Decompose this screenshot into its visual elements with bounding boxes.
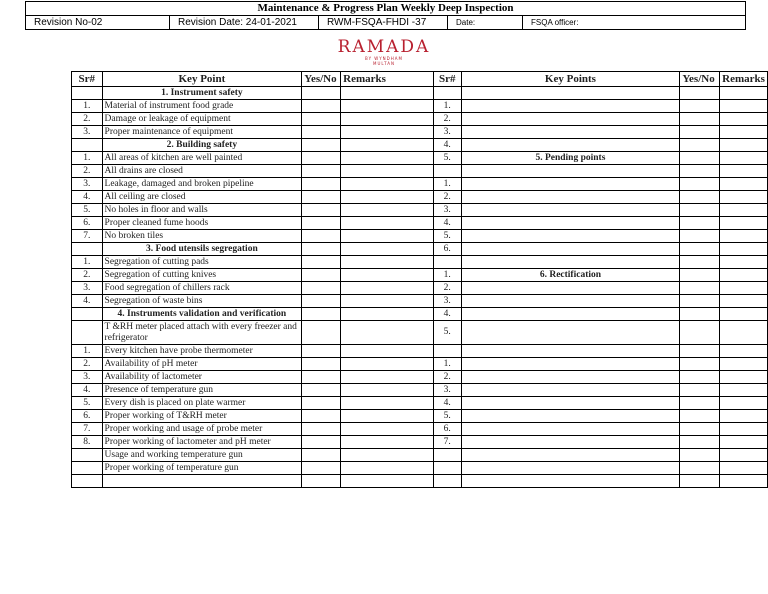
row-sr-left: 3.: [72, 178, 103, 191]
remarks-cell-right[interactable]: [720, 113, 768, 126]
table-row: [72, 462, 768, 475]
yes-no-cell-left[interactable]: [302, 423, 341, 436]
row-sr-right: 3.: [433, 126, 461, 139]
key-point-text: [461, 126, 680, 139]
table-row: [72, 269, 768, 282]
yes-no-cell-right[interactable]: [680, 178, 720, 191]
row-sr-right: [433, 475, 461, 488]
yes-no-cell-left[interactable]: [302, 397, 341, 410]
key-point-text: Segregation of waste bins: [102, 295, 302, 308]
remarks-cell-left[interactable]: [341, 449, 434, 462]
key-point-text: Segregation of cutting pads: [102, 256, 302, 269]
document-header: [25, 1, 746, 30]
row-sr-right: 7.: [433, 436, 461, 449]
row-sr-right: 4.: [433, 397, 461, 410]
key-point-text: Proper working of T&RH meter: [102, 410, 302, 423]
row-sr-right: 2.: [433, 113, 461, 126]
yes-no-cell-left[interactable]: [302, 358, 341, 371]
row-sr-left: [72, 308, 103, 321]
key-point-text: Availability of pH meter: [102, 358, 302, 371]
key-point-text: [102, 475, 302, 488]
key-point-text: [461, 243, 680, 256]
remarks-cell-right[interactable]: [720, 152, 768, 165]
row-sr-left: [72, 139, 103, 152]
remarks-cell-left[interactable]: [341, 165, 434, 178]
yes-no-cell-left[interactable]: [302, 100, 341, 113]
key-point-text: Every dish is placed on plate warmer: [102, 397, 302, 410]
yes-no-cell-right[interactable]: [680, 295, 720, 308]
key-point-text: Every kitchen have probe thermometer: [102, 345, 302, 358]
key-point-text: [461, 217, 680, 230]
key-point-text: Availability of lactometer: [102, 371, 302, 384]
remarks-cell-right[interactable]: [720, 217, 768, 230]
remarks-cell-right[interactable]: [720, 100, 768, 113]
remarks-cell-left[interactable]: [341, 462, 434, 475]
key-point-text: T &RH meter placed attach with every freezer and refrigerator: [102, 321, 302, 345]
table-row: [72, 126, 768, 139]
key-point-text: [461, 113, 680, 126]
key-point-text: [461, 308, 680, 321]
row-sr-left: 3.: [72, 371, 103, 384]
table-header-row: [72, 72, 768, 87]
yes-no-cell-left[interactable]: [302, 449, 341, 462]
yes-no-cell-right[interactable]: [680, 384, 720, 397]
table-row: [72, 436, 768, 449]
remarks-cell-right[interactable]: [720, 87, 768, 100]
row-sr-right: [433, 87, 461, 100]
key-point-text: [461, 191, 680, 204]
yes-no-cell-right[interactable]: [680, 152, 720, 165]
section-heading: 1. Instrument safety: [102, 87, 302, 100]
key-point-text: [461, 462, 680, 475]
revision-date: Revision Date: 24-01-2021: [170, 16, 319, 30]
yes-no-cell-left[interactable]: [302, 165, 341, 178]
table-body: [72, 87, 768, 488]
row-sr-left: 7.: [72, 423, 103, 436]
key-point-text: Proper working and usage of probe meter: [102, 423, 302, 436]
row-sr-right: [433, 345, 461, 358]
yes-no-cell-right[interactable]: [680, 397, 720, 410]
col-header-yes-no-left: Yes/No: [302, 72, 341, 87]
remarks-cell-right[interactable]: [720, 449, 768, 462]
col-header-remarks-right: Remarks: [720, 72, 768, 87]
col-header-sr-left: Sr#: [72, 72, 103, 87]
remarks-cell-right[interactable]: [720, 308, 768, 321]
table-row: [72, 100, 768, 113]
key-point-text: [461, 397, 680, 410]
remarks-cell-left[interactable]: [341, 230, 434, 243]
row-sr-left: 7.: [72, 230, 103, 243]
key-point-text: Damage or leakage of equipment: [102, 113, 302, 126]
remarks-cell-right[interactable]: [720, 295, 768, 308]
row-sr-left: 4.: [72, 295, 103, 308]
remarks-cell-left[interactable]: [341, 126, 434, 139]
row-sr-right: 1.: [433, 269, 461, 282]
yes-no-cell-left[interactable]: [302, 295, 341, 308]
logo-brand: RAMADA: [337, 37, 431, 57]
row-sr-right: 4.: [433, 308, 461, 321]
remarks-cell-right[interactable]: [720, 371, 768, 384]
remarks-cell-left[interactable]: [341, 295, 434, 308]
row-sr-right: 5.: [433, 230, 461, 243]
remarks-cell-right[interactable]: [720, 436, 768, 449]
section-heading: 6. Rectification: [461, 269, 680, 282]
table-row: [72, 358, 768, 371]
row-sr-right: 1.: [433, 100, 461, 113]
remarks-cell-left[interactable]: [341, 358, 434, 371]
yes-no-cell-right[interactable]: [680, 269, 720, 282]
row-sr-left: 6.: [72, 217, 103, 230]
row-sr-left: 2.: [72, 113, 103, 126]
remarks-cell-right[interactable]: [720, 410, 768, 423]
row-sr-left: 3.: [72, 282, 103, 295]
row-sr-right: 1.: [433, 358, 461, 371]
yes-no-cell-left[interactable]: [302, 345, 341, 358]
key-point-text: [461, 100, 680, 113]
yes-no-cell-left[interactable]: [302, 462, 341, 475]
table-row: [72, 165, 768, 178]
yes-no-cell-right[interactable]: [680, 165, 720, 178]
logo-sub-location: MULTAN: [373, 61, 395, 66]
yes-no-cell-right[interactable]: [680, 423, 720, 436]
table-row: [72, 152, 768, 165]
col-header-yes-no-right: Yes/No: [680, 72, 720, 87]
row-sr-right: 5.: [433, 152, 461, 165]
yes-no-cell-right[interactable]: [680, 113, 720, 126]
key-point-text: [461, 449, 680, 462]
remarks-cell-left[interactable]: [341, 308, 434, 321]
row-sr-left: [72, 462, 103, 475]
key-point-text: Proper maintenance of equipment: [102, 126, 302, 139]
yes-no-cell-right[interactable]: [680, 371, 720, 384]
yes-no-cell-left[interactable]: [302, 282, 341, 295]
remarks-cell-left[interactable]: [341, 397, 434, 410]
yes-no-cell-left[interactable]: [302, 113, 341, 126]
key-point-text: Proper working of temperature gun: [102, 462, 302, 475]
remarks-cell-left[interactable]: [341, 282, 434, 295]
remarks-cell-left[interactable]: [341, 204, 434, 217]
row-sr-right: 2.: [433, 371, 461, 384]
yes-no-cell-left[interactable]: [302, 204, 341, 217]
row-sr-left: 5.: [72, 204, 103, 217]
remarks-cell-right[interactable]: [720, 256, 768, 269]
row-sr-left: 1.: [72, 100, 103, 113]
yes-no-cell-right[interactable]: [680, 449, 720, 462]
remarks-cell-right[interactable]: [720, 139, 768, 152]
remarks-cell-left[interactable]: [341, 256, 434, 269]
key-point-text: [461, 475, 680, 488]
remarks-cell-left[interactable]: [341, 100, 434, 113]
row-sr-right: 4.: [433, 139, 461, 152]
remarks-cell-left[interactable]: [341, 87, 434, 100]
yes-no-cell-left[interactable]: [302, 243, 341, 256]
row-sr-right: 3.: [433, 295, 461, 308]
row-sr-left: 2.: [72, 358, 103, 371]
section-heading: 3. Food utensils segregation: [102, 243, 302, 256]
col-header-remarks-left: Remarks: [341, 72, 434, 87]
remarks-cell-right[interactable]: [720, 384, 768, 397]
key-point-text: [461, 204, 680, 217]
section-heading: 2. Building safety: [102, 139, 302, 152]
key-point-text: [461, 165, 680, 178]
table-row: [72, 113, 768, 126]
row-sr-right: 1.: [433, 178, 461, 191]
remarks-cell-right[interactable]: [720, 204, 768, 217]
remarks-cell-left[interactable]: [341, 371, 434, 384]
remarks-cell-right[interactable]: [720, 397, 768, 410]
remarks-cell-left[interactable]: [341, 113, 434, 126]
yes-no-cell-right[interactable]: [680, 321, 720, 345]
row-sr-left: 2.: [72, 165, 103, 178]
yes-no-cell-right[interactable]: [680, 475, 720, 488]
fsqa-officer-field[interactable]: FSQA officer:: [523, 16, 746, 30]
yes-no-cell-right[interactable]: [680, 308, 720, 321]
key-point-text: Material of instrument food grade: [102, 100, 302, 113]
key-point-text: All areas of kitchen are well painted: [102, 152, 302, 165]
yes-no-cell-left[interactable]: [302, 308, 341, 321]
key-point-text: [461, 345, 680, 358]
date-field[interactable]: Date:: [448, 16, 523, 30]
yes-no-cell-left[interactable]: [302, 269, 341, 282]
table-row: [72, 449, 768, 462]
row-sr-right: 4.: [433, 217, 461, 230]
yes-no-cell-right[interactable]: [680, 204, 720, 217]
yes-no-cell-left[interactable]: [302, 217, 341, 230]
yes-no-cell-left[interactable]: [302, 321, 341, 345]
remarks-cell-right[interactable]: [720, 243, 768, 256]
key-point-text: [461, 371, 680, 384]
key-point-text: [461, 423, 680, 436]
row-sr-left: [72, 87, 103, 100]
table-row: [72, 345, 768, 358]
remarks-cell-right[interactable]: [720, 345, 768, 358]
key-point-text: Presence of temperature gun: [102, 384, 302, 397]
remarks-cell-left[interactable]: [341, 436, 434, 449]
yes-no-cell-right[interactable]: [680, 410, 720, 423]
table-row: [72, 295, 768, 308]
remarks-cell-left[interactable]: [341, 217, 434, 230]
document-code: RWM-FSQA-FHDI -37: [319, 16, 448, 30]
key-point-text: No broken tiles: [102, 230, 302, 243]
key-point-text: [461, 230, 680, 243]
key-point-text: [461, 87, 680, 100]
row-sr-right: [433, 462, 461, 475]
yes-no-cell-right[interactable]: [680, 345, 720, 358]
document-title: Maintenance & Progress Plan Weekly Deep Inspection: [26, 2, 746, 16]
key-point-text: Proper cleaned fume hoods: [102, 217, 302, 230]
remarks-cell-right[interactable]: [720, 178, 768, 191]
key-point-text: All ceiling are closed: [102, 191, 302, 204]
key-point-text: [461, 410, 680, 423]
logo-sub-wyndham: BY WYNDHAM: [365, 56, 403, 61]
yes-no-cell-left[interactable]: [302, 139, 341, 152]
remarks-cell-left[interactable]: [341, 191, 434, 204]
row-sr-right: 3.: [433, 204, 461, 217]
yes-no-cell-left[interactable]: [302, 152, 341, 165]
key-point-text: [461, 139, 680, 152]
remarks-cell-right[interactable]: [720, 230, 768, 243]
key-point-text: No holes in floor and walls: [102, 204, 302, 217]
key-point-text: [461, 256, 680, 269]
row-sr-right: 5.: [433, 410, 461, 423]
yes-no-cell-right[interactable]: [680, 358, 720, 371]
table-row: [72, 475, 768, 488]
table-row: [72, 191, 768, 204]
remarks-cell-left[interactable]: [341, 139, 434, 152]
yes-no-cell-right[interactable]: [680, 230, 720, 243]
table-row: [72, 243, 768, 256]
key-point-text: [461, 384, 680, 397]
yes-no-cell-left[interactable]: [302, 126, 341, 139]
row-sr-right: 3.: [433, 384, 461, 397]
remarks-cell-right[interactable]: [720, 321, 768, 345]
yes-no-cell-right[interactable]: [680, 256, 720, 269]
remarks-cell-left[interactable]: [341, 321, 434, 345]
remarks-cell-right[interactable]: [720, 282, 768, 295]
col-header-sr-right: Sr#: [433, 72, 461, 87]
row-sr-left: 4.: [72, 191, 103, 204]
remarks-cell-left[interactable]: [341, 178, 434, 191]
table-row: [72, 230, 768, 243]
yes-no-cell-right[interactable]: [680, 191, 720, 204]
table-row: [72, 423, 768, 436]
row-sr-left: 2.: [72, 269, 103, 282]
col-header-key-points: Key Points: [461, 72, 680, 87]
row-sr-right: [433, 256, 461, 269]
remarks-cell-left[interactable]: [341, 410, 434, 423]
row-sr-right: [433, 165, 461, 178]
remarks-cell-left[interactable]: [341, 269, 434, 282]
row-sr-left: 1.: [72, 152, 103, 165]
remarks-cell-right[interactable]: [720, 475, 768, 488]
table-row: [72, 397, 768, 410]
key-point-text: Food segregation of chillers rack: [102, 282, 302, 295]
key-point-text: All drains are closed: [102, 165, 302, 178]
key-point-text: Segregation of cutting knives: [102, 269, 302, 282]
table-row: [72, 308, 768, 321]
remarks-cell-right[interactable]: [720, 462, 768, 475]
yes-no-cell-left[interactable]: [302, 436, 341, 449]
yes-no-cell-right[interactable]: [680, 100, 720, 113]
table-row: [72, 217, 768, 230]
key-point-text: Proper working of lactometer and pH meter: [102, 436, 302, 449]
row-sr-left: 8.: [72, 436, 103, 449]
table-row: [72, 410, 768, 423]
yes-no-cell-right[interactable]: [680, 243, 720, 256]
section-heading: 5. Pending points: [461, 152, 680, 165]
key-point-text: [461, 436, 680, 449]
yes-no-cell-left[interactable]: [302, 371, 341, 384]
yes-no-cell-left[interactable]: [302, 178, 341, 191]
remarks-cell-right[interactable]: [720, 423, 768, 436]
yes-no-cell-right[interactable]: [680, 436, 720, 449]
table-row: [72, 204, 768, 217]
remarks-cell-right[interactable]: [720, 358, 768, 371]
remarks-cell-left[interactable]: [341, 345, 434, 358]
table-row: [72, 256, 768, 269]
key-point-text: [461, 282, 680, 295]
row-sr-left: [72, 475, 103, 488]
row-sr-right: 2.: [433, 191, 461, 204]
remarks-cell-right[interactable]: [720, 126, 768, 139]
key-point-text: Usage and working temperature gun: [102, 449, 302, 462]
table-row: [72, 87, 768, 100]
row-sr-left: 1.: [72, 345, 103, 358]
col-header-key-point: Key Point: [102, 72, 302, 87]
yes-no-cell-right[interactable]: [680, 462, 720, 475]
yes-no-cell-left[interactable]: [302, 87, 341, 100]
row-sr-left: 5.: [72, 397, 103, 410]
remarks-cell-left[interactable]: [341, 475, 434, 488]
table-row: [72, 371, 768, 384]
row-sr-left: [72, 449, 103, 462]
row-sr-left: [72, 243, 103, 256]
remarks-cell-right[interactable]: [720, 165, 768, 178]
key-point-text: [461, 178, 680, 191]
table-row: [72, 321, 768, 345]
yes-no-cell-right[interactable]: [680, 87, 720, 100]
remarks-cell-left[interactable]: [341, 243, 434, 256]
row-sr-left: 4.: [72, 384, 103, 397]
yes-no-cell-right[interactable]: [680, 282, 720, 295]
table-row: [72, 139, 768, 152]
remarks-cell-right[interactable]: [720, 269, 768, 282]
remarks-cell-right[interactable]: [720, 191, 768, 204]
yes-no-cell-left[interactable]: [302, 384, 341, 397]
table-row: [72, 282, 768, 295]
row-sr-right: 5.: [433, 321, 461, 345]
row-sr-left: [72, 321, 103, 345]
remarks-cell-left[interactable]: [341, 152, 434, 165]
key-point-text: Leakage, damaged and broken pipeline: [102, 178, 302, 191]
row-sr-right: 6.: [433, 423, 461, 436]
ramada-logo: [0, 38, 768, 66]
remarks-cell-left[interactable]: [341, 384, 434, 397]
yes-no-cell-left[interactable]: [302, 475, 341, 488]
revision-number: Revision No-02: [26, 16, 170, 30]
yes-no-cell-right[interactable]: [680, 217, 720, 230]
table-row: [72, 178, 768, 191]
remarks-cell-left[interactable]: [341, 423, 434, 436]
table-row: [72, 384, 768, 397]
row-sr-left: 1.: [72, 256, 103, 269]
inspection-table: [71, 71, 768, 488]
yes-no-cell-right[interactable]: [680, 126, 720, 139]
yes-no-cell-left[interactable]: [302, 230, 341, 243]
yes-no-cell-right[interactable]: [680, 139, 720, 152]
yes-no-cell-left[interactable]: [302, 191, 341, 204]
row-sr-right: 6.: [433, 243, 461, 256]
section-heading: 4. Instruments validation and verification: [102, 308, 302, 321]
row-sr-right: 2.: [433, 282, 461, 295]
key-point-text: [461, 358, 680, 371]
row-sr-left: 6.: [72, 410, 103, 423]
key-point-text: [461, 295, 680, 308]
yes-no-cell-left[interactable]: [302, 256, 341, 269]
yes-no-cell-left[interactable]: [302, 410, 341, 423]
row-sr-left: 3.: [72, 126, 103, 139]
row-sr-right: [433, 449, 461, 462]
key-point-text: [461, 321, 680, 345]
